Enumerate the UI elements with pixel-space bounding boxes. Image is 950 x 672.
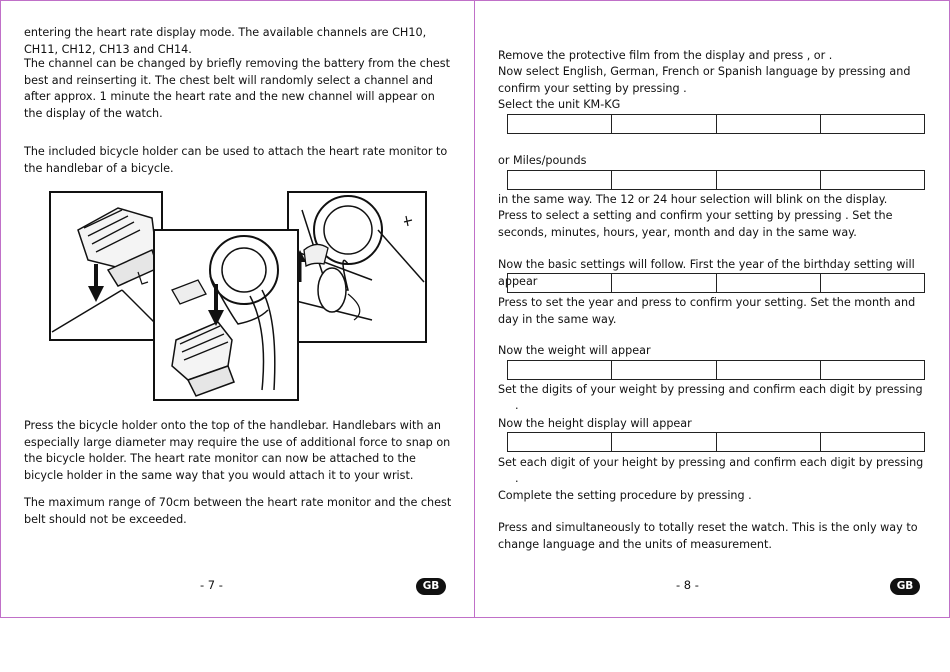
settings-line-16: Set each digit of your height by pressing and confirm each digit by pressing <box>498 456 924 469</box>
display-table-unit-km <box>507 114 925 134</box>
bicycle-holder-intro: The included bicycle holder can be used to attach the heart rate monitor to the handlebar of a bicycle. <box>24 145 448 175</box>
settings-line-18: Complete the setting procedure by pressing . <box>498 489 752 502</box>
settings-line-10: Press to set the year and press to confirm your setting. Set the month and <box>498 296 916 309</box>
settings-line-14: . <box>515 399 519 412</box>
display-table-unit-miles <box>507 170 925 190</box>
settings-line-8: seconds, minutes, hours, year, month and day in the same way. <box>498 226 857 239</box>
range-text: The maximum range of 70cm between the heart rate monitor and the chest belt should not be exceeded. <box>24 496 452 526</box>
settings-line-19: Press and simultaneously to totally reset the watch. This is the only way to <box>498 521 918 534</box>
handlebar-text: Press the bicycle holder onto the top of the handlebar. Handlebars with an especially large diameter may require the use of additional force to snap on the bicycle holder. The heart rate monitor can now be attached to the bicycle holder in the same way that you would attach it to your wrist. <box>24 419 451 482</box>
display-table-birthday <box>507 273 925 293</box>
page-number-left: - 7 - <box>200 578 223 592</box>
bicycle-holder-illustration <box>48 190 428 402</box>
settings-line-2: Now select English, German, French or Spanish language by pressing and <box>498 65 911 78</box>
channel-text: entering the heart rate display mode. The available channels are CH10, CH11, CH12, CH13 and CH14. <box>24 26 427 56</box>
settings-line-3: confirm your setting by pressing . <box>498 82 687 95</box>
gb-badge-right: GB <box>890 578 920 595</box>
display-table-weight <box>507 360 925 380</box>
settings-line-9: Now the basic settings will follow. First the year of the birthday setting will appear <box>498 258 915 288</box>
settings-line-17: . <box>515 472 519 485</box>
gb-badge-left: GB <box>416 578 446 595</box>
page-divider <box>474 0 475 617</box>
settings-line-12: Now the weight will appear <box>498 344 651 357</box>
settings-line-15: Now the height display will appear <box>498 417 692 430</box>
settings-line-4: Select the unit KM-KG <box>498 98 621 111</box>
page-number-right: - 8 - <box>676 578 699 592</box>
settings-line-1: Remove the protective film from the display and press , or . <box>498 49 833 62</box>
settings-line-7: Press to select a setting and confirm your setting by pressing . Set the <box>498 209 893 222</box>
settings-line-13: Set the digits of your weight by pressing and confirm each digit by pressing <box>498 383 923 396</box>
channel-change-text: The channel can be changed by briefly removing the battery from the chest best and reinserting it. The chest belt will randomly select a channel and after approx. 1 minute the heart rate and the new channel will appear on the display of the watch. <box>24 57 451 120</box>
settings-line-6: in the same way. The 12 or 24 hour selection will blink on the display. <box>498 193 888 206</box>
settings-line-20: change language and the units of measurement. <box>498 538 772 551</box>
settings-line-5: or Miles/pounds <box>498 154 587 167</box>
display-table-height <box>507 432 925 452</box>
settings-line-11: day in the same way. <box>498 313 617 326</box>
